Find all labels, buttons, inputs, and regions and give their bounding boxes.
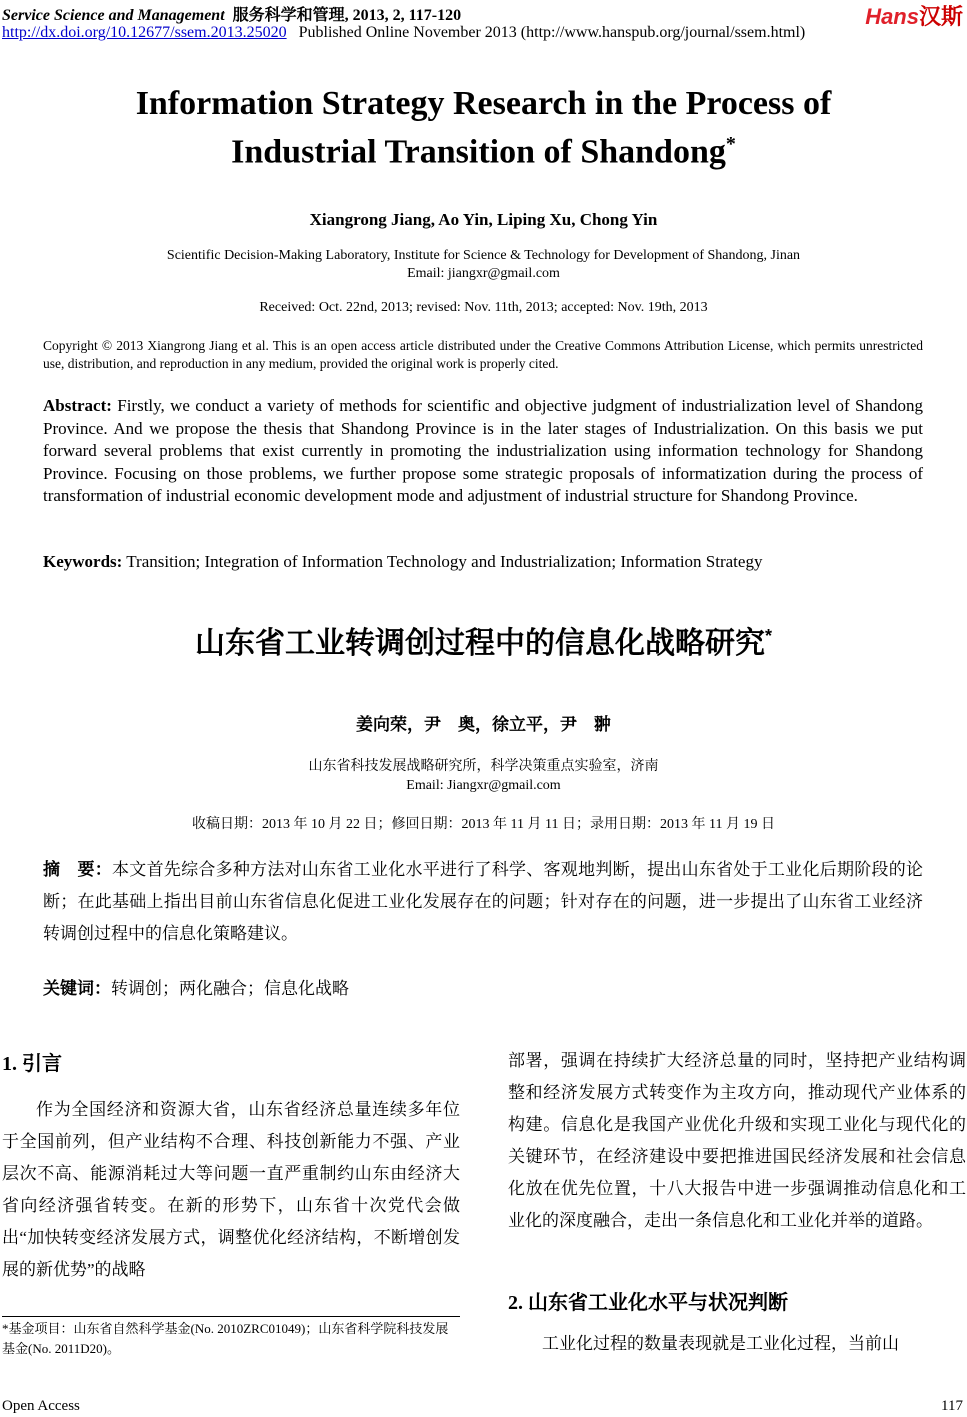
zh-keywords [43, 974, 349, 999]
open-access-label: Open Access [2, 1398, 80, 1414]
title-mark: * [725, 133, 736, 155]
abstract-text: Firstly, we conduct a variety of methods for scientific and objective judgment of industrialization level of Shandong Province. And we propose the thesis that Shandong Province is in the later stages of Industrialization. On this basis we put forward several problems that exist currently in promoting the industrialization using information technology for Shandong Province. Focusing on those problems, we further propose some strategic proposals of informatization during the process of transformation of industrial economic development mode and adjustment of industrial structure for Shandong Province. [43, 396, 923, 505]
zh-affiliation-text: 山东省科技发展战略研究所，科学决策重点实验室，济南 [308, 759, 659, 774]
zh-keywords-label: 关键词： [43, 979, 111, 998]
zh-abstract [43, 854, 923, 950]
zh-title [0, 618, 967, 662]
journal-name: Service Science and Management [2, 7, 225, 24]
hans-logo [865, 0, 963, 31]
title-line2: Industrial Transition of Shandong [231, 133, 726, 171]
title-line1: Information Strategy Research in the Process of [135, 85, 832, 122]
zh-abstract-text: 本文首先综合多种方法对山东省工业化水平进行了科学、客观地判断，提出山东省处于工业化后期阶段的论断；在此基础上指出目前山东省信息化促进工业化发展存在的问题；针对存在的问题，进一步提出了山东省工业经济转调创过程中的信息化策略建议。 [43, 860, 924, 943]
logo-zh: 汉斯 [918, 4, 963, 29]
section-2-paragraph: 工业化过程的数量表现就是工业化过程，当前山 [542, 1334, 899, 1353]
zh-title-mark: * [764, 626, 772, 646]
doi-line [2, 24, 805, 42]
doi-link[interactable]: http://dx.doi.org/10.12677/ssem.2013.25020 [2, 24, 287, 41]
authors: Xiangrong Jiang, Ao Yin, Liping Xu, Chong Yin [309, 210, 658, 229]
section-1-paragraph-cont: 部署，强调在持续扩大经济总量的同时，坚持把产业结构调整和经济发展方式转变作为主攻方向，推动现代产业体系的构建。信息化是我国产业优化升级和实现工业化与现代化的关键环节，在经济建设中要把推进国民经济发展和社会信息化放在优先位置，十八大报告中进一步强调推动信息化和工业化的深度融合，走出一条信息化和工业化并举的道路。 [508, 1051, 966, 1230]
footnote: *基金项目：山东省自然科学基金(No. 2010ZRC01049)；山东省科学院科技发展基金(No. 2011D20)。 [2, 1316, 460, 1359]
received-dates: Received: Oct. 22nd, 2013; revised: Nov. 11th, 2013; accepted: Nov. 19th, 2013 [259, 300, 708, 315]
zh-abstract-label: 摘 要： [43, 860, 113, 879]
abstract [43, 395, 923, 508]
page-number: 117 [941, 1398, 963, 1414]
zh-affiliation [0, 757, 967, 795]
section-1-heading: 1. 引言 [2, 1053, 62, 1075]
abstract-label: Abstract: [43, 396, 112, 415]
keywords-label: Keywords: [43, 552, 123, 571]
keywords-text: Transition; Integration of Information Technology and Industrialization; Information Strategy [122, 552, 763, 571]
zh-title-text: 山东省工业转调创过程中的信息化战略研究 [194, 627, 765, 660]
zh-email: Email: Jiangxr@gmail.com [406, 778, 561, 793]
journal-header [2, 2, 461, 25]
keywords [43, 552, 923, 572]
section-2-heading: 2. 山东省工业化水平与状况判断 [508, 1292, 788, 1314]
published-info: Published Online November 2013 (http://www.hanspub.org/journal/ssem.html) [298, 24, 806, 41]
logo-en: Hans [865, 4, 919, 29]
zh-authors: 姜向荣，尹 奥，徐立平，尹 翀 [356, 715, 611, 734]
journal-info: 服务科学和管理, 2013, 2, 117-120 [232, 7, 462, 24]
email: Email: jiangxr@gmail.com [407, 266, 560, 281]
section-1-paragraph: 作为全国经济和资源大省，山东省经济总量连续多年位于全国前列，但产业结构不合理、科技创新能力不强、产业层次不高、能源消耗过大等问题一直严重制约山东由经济大省向经济强省转变。在新的形势下，山东省十次党代会做出“加快转变经济发展方式，调整优化经济结构，不断增创发展的新优势”的战略 [2, 1100, 460, 1279]
zh-keywords-text: 转调创；两化融合；信息化战略 [111, 979, 349, 998]
zh-received-dates: 收稿日期：2013 年 10 月 22 日；修回日期：2013 年 11 月 11 日；录用日期：2013 年 11 月 19 日 [192, 817, 775, 832]
copyright: Copyright © 2013 Xiangrong Jiang et al. This is an open access article distributed under the Creative Commons Attribution License, which permits unrestricted use, distribution, and reproduction in any medium, provided the original work is properly cited. [43, 338, 923, 371]
paper-title [0, 84, 967, 172]
affiliation-text: Scientific Decision-Making Laboratory, Institute for Science & Technology for Development of Shandong, Jinan [166, 248, 801, 263]
affiliation [0, 247, 967, 283]
